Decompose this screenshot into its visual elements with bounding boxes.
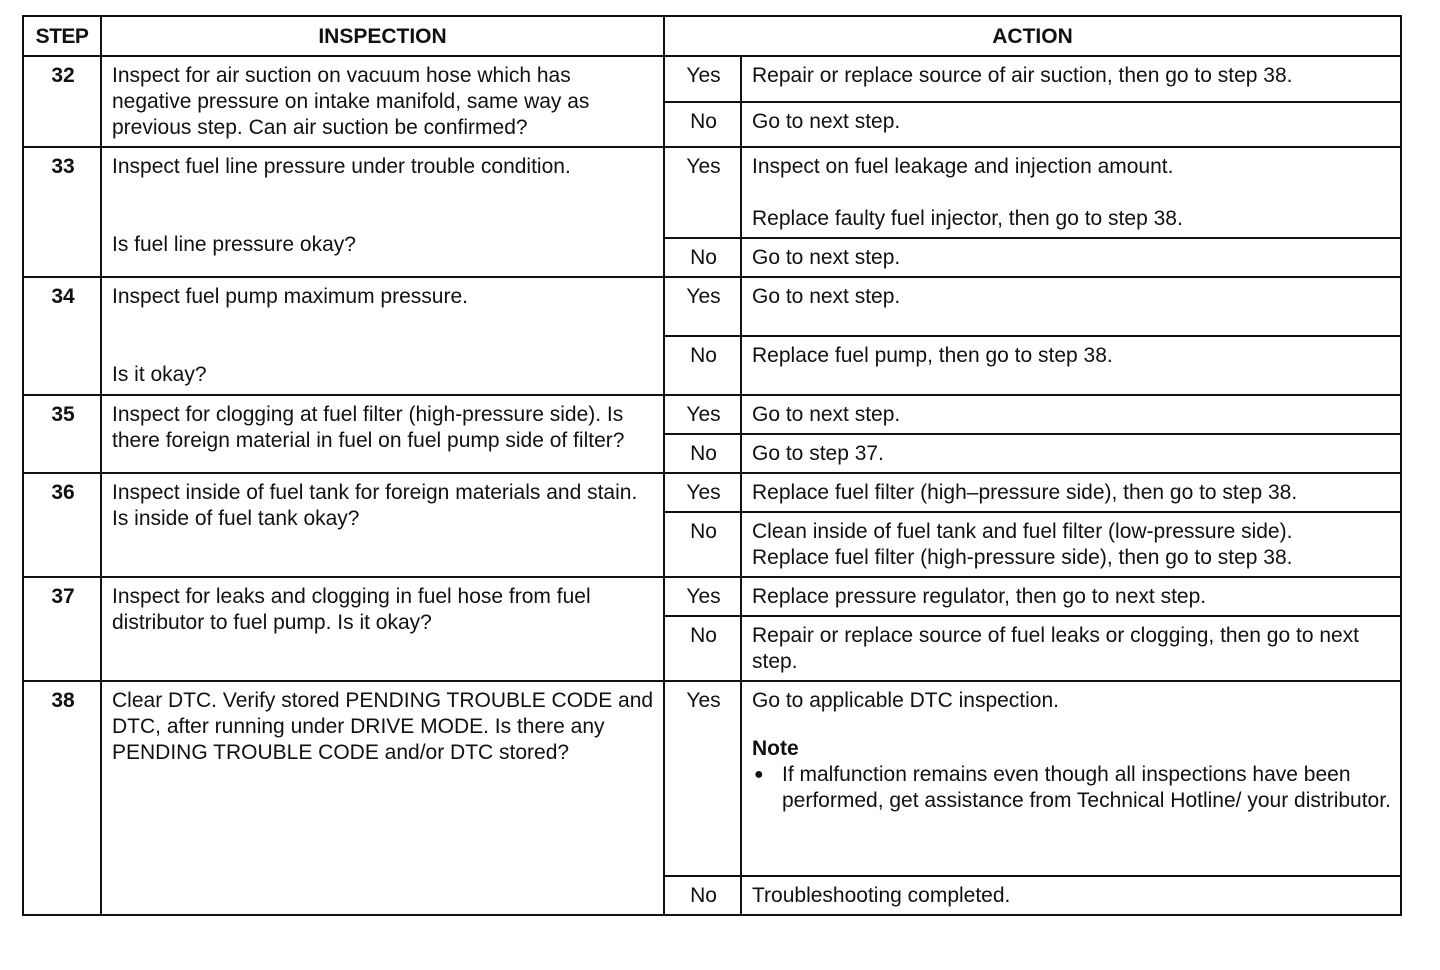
yes-label: Yes [664,681,741,876]
inspection-text: Inspect fuel pump maximum pressure. [112,285,468,308]
no-label: No [664,238,741,277]
inspection-header: INSPECTION [101,16,664,56]
note-title: Note [752,737,799,760]
no-action: Troubleshooting completed. [741,876,1401,915]
step-number: 35 [23,395,101,473]
yes-action-text: Replace faulty fuel injector, then go to step 38. [752,207,1183,230]
table-row [23,681,1401,876]
yes-action: Go to next step. [741,277,1401,336]
table-row [23,577,1401,616]
yes-label: Yes [664,577,741,616]
inspection-cell: Inspect inside of fuel tank for foreign materials and stain. Is inside of fuel tank okay? [101,473,664,577]
table-row [23,473,1401,512]
inspection-cell [101,147,664,277]
no-label: No [664,434,741,473]
header-row [23,16,1401,56]
yes-action [741,681,1401,876]
table-row [23,147,1401,238]
troubleshooting-table [22,15,1402,916]
inspection-cell: Inspect for clogging at fuel filter (high-pressure side). Is there foreign material in fuel on fuel pump side of filter? [101,395,664,473]
inspection-cell [101,277,664,395]
step-number: 34 [23,277,101,395]
inspection-question: Is fuel line pressure okay? [112,233,356,256]
no-action-text: Clean inside of fuel tank and fuel filter (low-pressure side). [752,520,1293,543]
no-label: No [664,102,741,148]
yes-action-text: Go to applicable DTC inspection. [752,689,1059,712]
no-action-text: Replace fuel filter (high-pressure side), then go to step 38. [752,546,1293,569]
step-number: 36 [23,473,101,577]
yes-label: Yes [664,277,741,336]
table-row [23,395,1401,434]
note-text: If malfunction remains even though all inspections have been performed, get assistance from Technical Hotline/ your distributor. [782,763,1391,812]
no-action [741,512,1401,577]
step-number: 33 [23,147,101,277]
yes-action-text: Inspect on fuel leakage and injection amount. [752,155,1174,178]
no-label: No [664,336,741,395]
step-number: 32 [23,56,101,147]
inspection-question: Is it okay? [112,363,207,386]
yes-action: Go to next step. [741,395,1401,434]
no-action: Go to step 37. [741,434,1401,473]
no-action: Replace fuel pump, then go to step 38. [741,336,1401,395]
yes-action: Repair or replace source of air suction, then go to step 38. [741,56,1401,102]
no-action: Repair or replace source of fuel leaks or clogging, then go to next step. [741,616,1401,681]
bullet-icon: ● [754,766,764,783]
step-header: STEP [23,16,101,56]
no-label: No [664,616,741,681]
table-row [23,56,1401,102]
yes-label: Yes [664,56,741,102]
yes-action: Replace pressure regulator, then go to next step. [741,577,1401,616]
action-header: ACTION [664,16,1401,56]
inspection-cell: Inspect for air suction on vacuum hose which has negative pressure on intake manifold, same way as previous step. Can air suction be confirmed? [101,56,664,147]
inspection-cell: Inspect for leaks and clogging in fuel hose from fuel distributor to fuel pump. Is it okay? [101,577,664,681]
no-action: Go to next step. [741,102,1401,148]
inspection-cell: Clear DTC. Verify stored PENDING TROUBLE CODE and DTC, after running under DRIVE MODE. Is there any PENDING TROUBLE CODE and/or DTC stored? [101,681,664,915]
note-item [752,762,1392,814]
step-number: 37 [23,577,101,681]
yes-action [741,147,1401,238]
inspection-text: Inspect fuel line pressure under trouble condition. [112,155,571,178]
no-label: No [664,876,741,915]
step-number: 38 [23,681,101,915]
yes-label: Yes [664,147,741,238]
yes-label: Yes [664,473,741,512]
yes-label: Yes [664,395,741,434]
no-label: No [664,512,741,577]
table-row [23,277,1401,336]
no-action: Go to next step. [741,238,1401,277]
yes-action: Replace fuel filter (high–pressure side), then go to step 38. [741,473,1401,512]
